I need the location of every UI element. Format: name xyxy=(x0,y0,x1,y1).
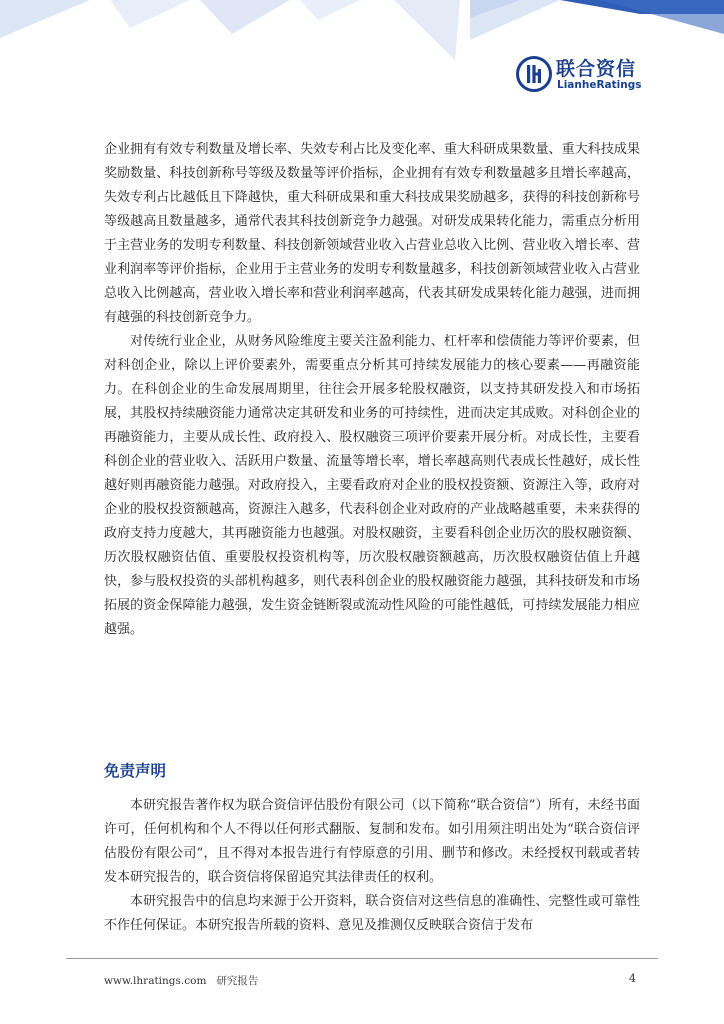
body-paragraph-1: 企业拥有有效专利数量及增长率、失效专利占比及变化率、重大科研成果数量、重大科技成果奖励数量、科技创新称号等级及数量等评价指标，企业拥有有效专利数量越多且增长率越高，失效专利占比越低且下降越快，重大科研成果和重大科技成果奖励越多，获得的科技创新称号等级越高且数量越多，通常代表其科技创新竞争力越强。对研发成果转化能力，需重点分析用于主营业务的发明专利数量、科技创新领域营业收入占营业总收入比例、营业收入增长率、营业利润率等评价指标，企业用于主营业务的发明专利数量越多，科技创新领域营业收入占营业总收入比例越高，营业收入增长率和营业利润率越高，代表其研发成果转化能力越强，进而拥有越强的科技创新竞争力。 xyxy=(104,142,640,325)
body-paragraph-2: 对传统行业企业，从财务风险维度主要关注盈利能力、杠杆率和偿债能力等评价要素，但对科创企业，除以上评价要素外，需要重点分析其可持续发展能力的核心要素——再融资能力。在科创企业的生命发展周期里，往往会开展多轮股权融资，以支持其研发投入和市场拓展，其股权持续融资能力通常决定其研发和业务的可持续性，进而决定其成败。对科创企业的再融资能力，主要从成长性、政府投入、股权融资三项评价要素开展分析。对成长性，主要看科创企业的营业收入、活跃用户数量、流量等增长率，增长率越高则代表成长性越好，成长性越好则再融资能力越强。对政府投入，主要看政府对企业的股权投资额、资源注入等，政府对企业的股权投资额越高，资源注入越多，代表科创企业对政府的产业战略越重要，未来获得的政府支持力度越大，其再融资能力也越强。对股权融资，主要看科创企业历次的股权融资额、历次股权融资估值、重要股权投资机构等，历次股权融资额越高，历次股权融资估值上升越快，参与股权投资的头部机构越多，则代表科创企业的股权融资能力越强，其科技研发和市场拓展的资金保障能力越强，发生资金链断裂或流动性风险的可能性越低，可持续发展能力相应越强。 xyxy=(104,334,640,637)
disclaimer-heading: 免责声明 xyxy=(104,762,167,780)
lianhe-logo-icon xyxy=(516,56,552,92)
footer-divider xyxy=(66,958,658,959)
disclaimer-paragraph-1: 本研究报告著作权为联合资信评估股份有限公司（以下简称“联合资信”）所有，未经书面许可，任何机构和个人不得以任何形式翻版、复制和发布。如引用须注明出处为“联合资信评估股份有限公司”，且不得对本报告进行有悖原意的引用、删节和修改。未经授权刊载或者转发本研究报告的，联合资信将保留追究其法律责任的权利。 xyxy=(104,798,640,885)
footer-doc-type: 研究报告 xyxy=(216,975,259,987)
disclaimer-paragraph-2: 本研究报告中的信息均来源于公开资料，联合资信对这些信息的准确性、完整性或可靠性不作任何保证。本研究报告所载的资料、意见及推测仅反映联合资信于发布 xyxy=(104,894,640,933)
footer-website-link[interactable]: www.lhratings.com xyxy=(104,975,207,987)
company-logo xyxy=(516,54,646,98)
logo-chinese-name: 联合资信 xyxy=(556,58,637,80)
disclaimer-section xyxy=(104,794,640,938)
logo-english-name: LianheRatings xyxy=(557,79,642,91)
body-text xyxy=(104,138,640,642)
footer-info xyxy=(104,973,258,988)
page-number: 4 xyxy=(629,972,636,985)
